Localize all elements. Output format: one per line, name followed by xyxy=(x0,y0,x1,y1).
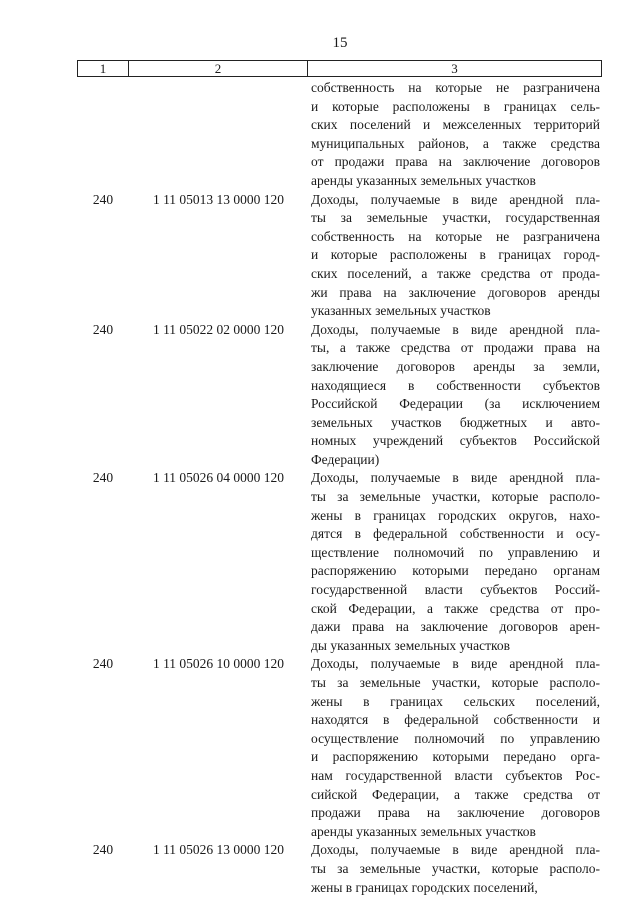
description-line: Доходы, получаемые в виде арендной пла- xyxy=(311,656,600,672)
description-line: от продажи права на заключение договоров xyxy=(311,154,600,170)
income-description xyxy=(311,655,600,841)
budget-code: 1 11 05026 10 0000 120 xyxy=(152,656,285,672)
description-line: жены в границах сельских поселений, xyxy=(311,693,600,709)
description-line: дятся в федеральной собственности и осу- xyxy=(311,526,600,542)
description-line: и которые расположены в границах сель- xyxy=(311,98,600,114)
description-line: сийской Федерации, а также средства от xyxy=(311,786,600,802)
row-number: 240 xyxy=(92,656,114,672)
income-description xyxy=(311,841,600,897)
description-line: номных учреждений субъектов Российской xyxy=(311,433,600,449)
description-line: находящиеся в собственности субъектов xyxy=(311,377,600,393)
budget-code: 1 11 05026 04 0000 120 xyxy=(152,470,285,486)
description-line: собственность на которые не разграничена xyxy=(311,80,600,95)
table-header xyxy=(77,60,602,77)
description-line: ских поселений, а также средства от прода- xyxy=(311,265,600,281)
description-line: жены в границах городских округов, нахо- xyxy=(311,507,600,523)
header-col-3: 3 xyxy=(308,61,602,76)
description-line: аренды указанных земельных участков xyxy=(311,823,536,839)
table-row xyxy=(0,469,640,655)
description-line: и которые расположены в границах город- xyxy=(311,247,600,263)
description-line: государственной власти субъектов Россий- xyxy=(311,582,600,598)
row-number: 240 xyxy=(92,321,114,337)
description-line: ты за земельные участки, государственная xyxy=(311,210,600,226)
table-row xyxy=(0,79,640,191)
description-line: и распоряжению которыми передано орга- xyxy=(311,749,600,765)
description-line: собственность на которые не разграничена xyxy=(311,228,600,244)
description-line: осуществление полномочий по управлению xyxy=(311,730,600,746)
header-col-2: 2 xyxy=(129,61,308,76)
description-line: жи права на заключение договоров аренды xyxy=(311,284,600,300)
description-line: ты за земельные участки, которые располо- xyxy=(311,489,600,505)
budget-code: 1 11 05026 13 0000 120 xyxy=(152,842,285,858)
description-line: муниципальных районов, а также средства xyxy=(311,135,600,151)
income-description xyxy=(311,321,600,470)
description-line: ты за земельные участки, которые располо- xyxy=(311,675,600,690)
description-line: указанных земельных участков xyxy=(311,303,491,319)
income-description xyxy=(311,191,600,321)
description-line: Доходы, получаемые в виде арендной пла- xyxy=(311,470,600,486)
table-row xyxy=(0,655,640,841)
description-line: ды указанных земельных участков xyxy=(311,637,510,653)
table-row xyxy=(0,321,640,470)
description-line: нам государственной власти субъектов Рос- xyxy=(311,767,600,783)
income-description xyxy=(311,469,600,655)
table-row xyxy=(0,841,640,897)
budget-code: 1 11 05022 02 0000 120 xyxy=(152,321,285,337)
description-line: Федерации) xyxy=(311,451,380,467)
description-line: Доходы, получаемые в виде арендной пла- xyxy=(311,191,600,207)
description-line: Доходы, получаемые в виде арендной пла- xyxy=(311,842,600,858)
table-row xyxy=(0,191,640,321)
description-line: жены в границах городских поселений, xyxy=(311,879,538,895)
description-line: земельных участков бюджетных и авто- xyxy=(311,414,600,430)
row-number: 240 xyxy=(92,470,114,486)
description-line: ской Федерации, а также средства от про- xyxy=(311,600,600,616)
description-line: ты за земельные участки, которые располо- xyxy=(311,860,600,876)
table-body xyxy=(0,79,640,897)
description-line: аренды указанных земельных участков xyxy=(311,172,536,188)
description-line: заключение договоров аренды за земли, xyxy=(311,358,600,374)
description-line: Доходы, получаемые в виде арендной пла- xyxy=(311,321,600,337)
description-line: распоряжению которыми передано органам xyxy=(311,563,600,579)
row-number: 240 xyxy=(92,842,114,858)
description-line: Российской Федерации (за исключением xyxy=(311,396,600,412)
row-number: 240 xyxy=(92,191,114,207)
description-line: дажи права на заключение договоров арен- xyxy=(311,619,600,635)
description-line: ты, а также средства от продажи права на xyxy=(311,340,600,356)
description-line: ских поселений и межселенных территорий xyxy=(311,117,600,133)
income-description xyxy=(311,79,600,191)
header-col-1: 1 xyxy=(77,61,129,76)
description-line: ществление полномочий по управлению и xyxy=(311,544,600,560)
budget-code: 1 11 05013 13 0000 120 xyxy=(152,191,285,207)
description-line: продажи права на заключение договоров xyxy=(311,805,600,821)
page-number: 15 xyxy=(332,35,348,51)
description-line: находятся в федеральной собственности и xyxy=(311,712,600,728)
